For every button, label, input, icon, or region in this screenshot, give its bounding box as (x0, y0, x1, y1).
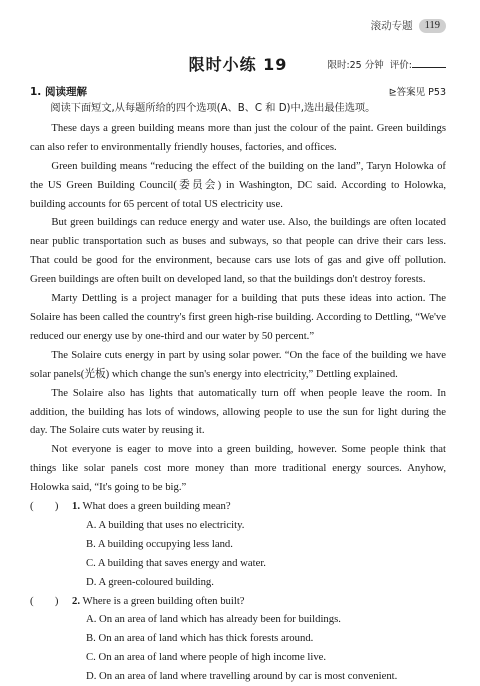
evaluation-label: 评价: (389, 60, 412, 71)
instruction-text: 阅读下面短文,从每题所给的四个选项(A、B、C 和 D)中,选出最佳选项。 (50, 103, 376, 114)
exercise-meta (327, 57, 446, 71)
passage-paragraph: Not everyone is eager to move into a green building, however. Some people think that things like solar panels cost more money than more traditional energy sources. Anyhow, Holowka said, “It's going to be big.” (30, 443, 446, 494)
answer-reference: ⊵答案见 P53 (388, 87, 446, 98)
question-1 (30, 497, 446, 516)
question-number: 1. (72, 500, 81, 513)
section-heading-row (30, 84, 446, 98)
question-text: Where is a green building often built? (82, 594, 245, 607)
page-title: 限时小练 19 (188, 55, 288, 74)
option-b: B. A building occupying less land. (86, 537, 233, 550)
passage-paragraph: Marty Dettling is a project manager for a building that puts these ideas into action. The Solaire has been called the country's first green high-rise building. According to Dettling, “We've reduced our energy use by one-third and our water by 50 percent.” (30, 292, 446, 342)
option-c: C. On an area of land where people of high income live. (86, 651, 327, 664)
evaluation-blank (412, 58, 446, 68)
reading-content (30, 100, 446, 686)
question-number: 2. (72, 594, 81, 607)
answer-blank[interactable]: ( ) (30, 500, 59, 513)
option-c: C. A building that saves energy and water. (86, 556, 266, 569)
passage-paragraph: Green building means “reducing the effect of the building on the land”, Taryn Holowka of the US Green Building Council(委员会) in Washington, DC said. According to Holowka, building accounts for 65 percent of total US electricity use. (30, 159, 446, 210)
option-a: A. On an area of land which has already been for buildings. (86, 613, 341, 626)
option-d: D. A green-coloured building. (86, 575, 214, 588)
passage-paragraph: But green buildings can reduce energy and water use. Also, the buildings are often located near public transportation such as buses and subways, so that people can drive their cars less. That could be good for the environment, because cars use lots of gas and give off pollution. Green buildings are often built on developed land, so that the buildings don't destroy forests. (30, 216, 446, 286)
passage-paragraph: These days a green building means more than just the colour of the paint. Green buildings can also refer to environmentally friendly houses, factories, and offices. (30, 121, 446, 153)
page-number-badge: 119 (419, 19, 446, 33)
option-a: A. A building that uses no electricity. (86, 518, 245, 531)
question-stem (72, 497, 446, 516)
page-header (371, 18, 446, 33)
option-b: B. On an area of land which has thick forests around. (86, 632, 314, 645)
section-name: 滚动专题 (370, 21, 413, 32)
option-d: D. On an area of land where travelling around by car is most convenient. (86, 670, 398, 683)
passage-paragraph: The Solaire also has lights that automatically turn off when people leave the room. In addition, the building has lots of windows, allowing people to use the sun for light during the day. The Solaire cuts water by reusing it. (30, 386, 446, 437)
section-heading: 1. 阅读理解 (30, 86, 87, 98)
question-2 (30, 592, 446, 611)
passage-paragraph: The Solaire cuts energy in part by using solar power. “On the face of the building we have solar panels(光板) which change the sun's energy into electricity,” Dettling explained. (30, 348, 446, 380)
answer-blank[interactable]: ( ) (30, 594, 59, 607)
time-limit: 限时:25 分钟 (327, 60, 384, 71)
question-text: What does a green building mean? (82, 500, 231, 513)
title-row (30, 52, 446, 74)
question-stem (72, 592, 446, 611)
